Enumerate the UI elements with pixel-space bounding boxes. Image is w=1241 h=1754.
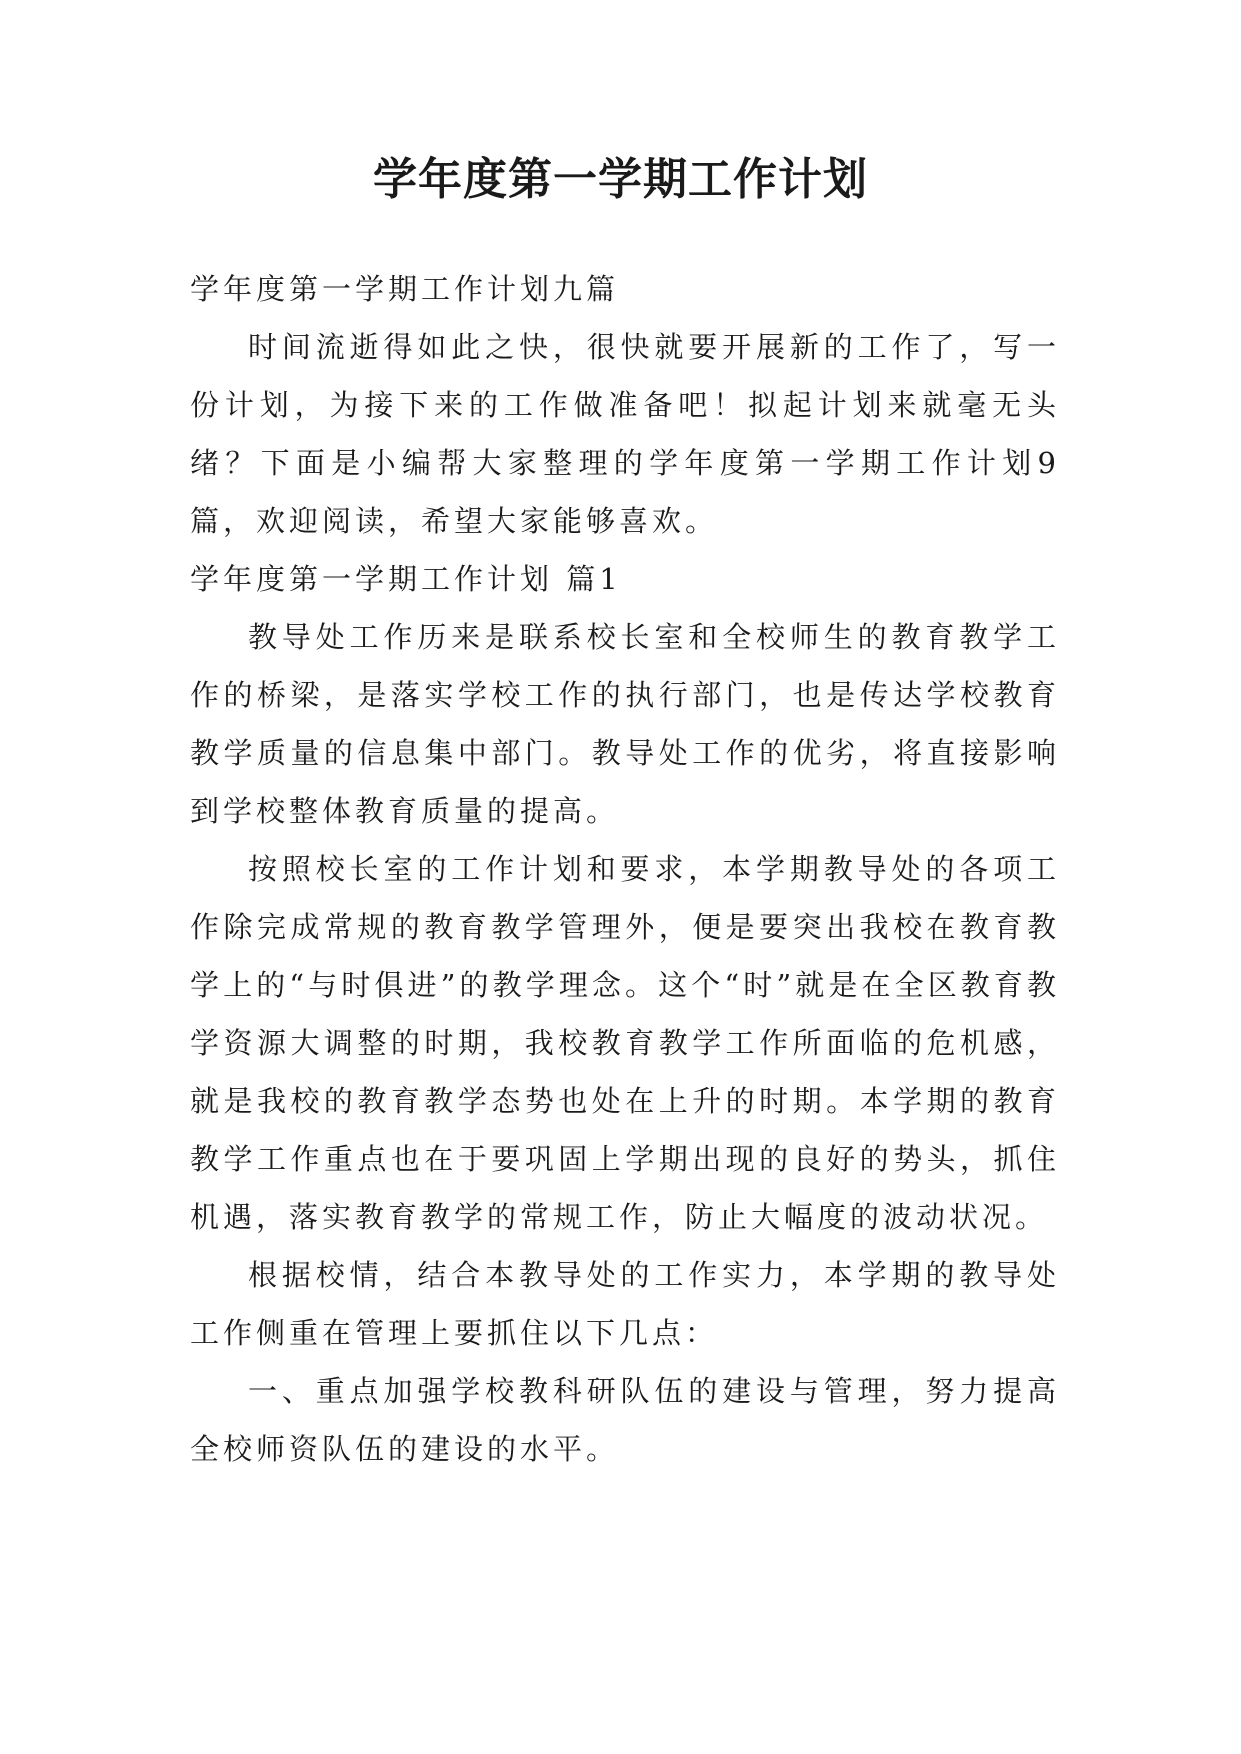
document-subtitle: 学年度第一学期工作计划九篇 — [190, 272, 620, 306]
body-paragraph: 一、重点加强学校教科研队伍的建设与管理，努力提高全校师资队伍的建设的水平。 — [190, 1374, 1060, 1466]
section-heading: 学年度第一学期工作计划 篇1 — [190, 562, 622, 596]
intro-paragraph: 时间流逝得如此之快，很快就要开展新的工作了，写一份计划，为接下来的工作做准备吧！拟起计划来就毫无头绪？下面是小编帮大家整理的学年度第一学期工作计划9篇，欢迎阅读，希望大家能够喜欢。 — [190, 330, 1060, 538]
body-paragraph: 教导处工作历来是联系校长室和全校师生的教育教学工作的桥梁，是落实学校工作的执行部门，也是传达学校教育教学质量的信息集中部门。教导处工作的优劣，将直接影响到学校整体教育质量的提高。 — [190, 620, 1060, 828]
document-title: 学年度第一学期工作计划 — [373, 154, 868, 205]
body-paragraph: 根据校情，结合本教导处的工作实力，本学期的教导处工作侧重在管理上要抓住以下几点： — [190, 1258, 1060, 1350]
body-paragraph: 按照校长室的工作计划和要求，本学期教导处的各项工作除完成常规的教育教学管理外，便是要突出我校在教育教学上的“与时俱进”的教学理念。这个“时”就是在全区教育教学资源大调整的时期，我校教育教学工作所面临的危机感，就是我校的教育教学态势也处在上升的时期。本学期的教育教学工作重点也在于要巩固上学期出现的良好的势头，抓住机遇，落实教育教学的常规工作，防止大幅度的波动状况。 — [190, 852, 1060, 1234]
document-body — [190, 260, 1060, 1478]
